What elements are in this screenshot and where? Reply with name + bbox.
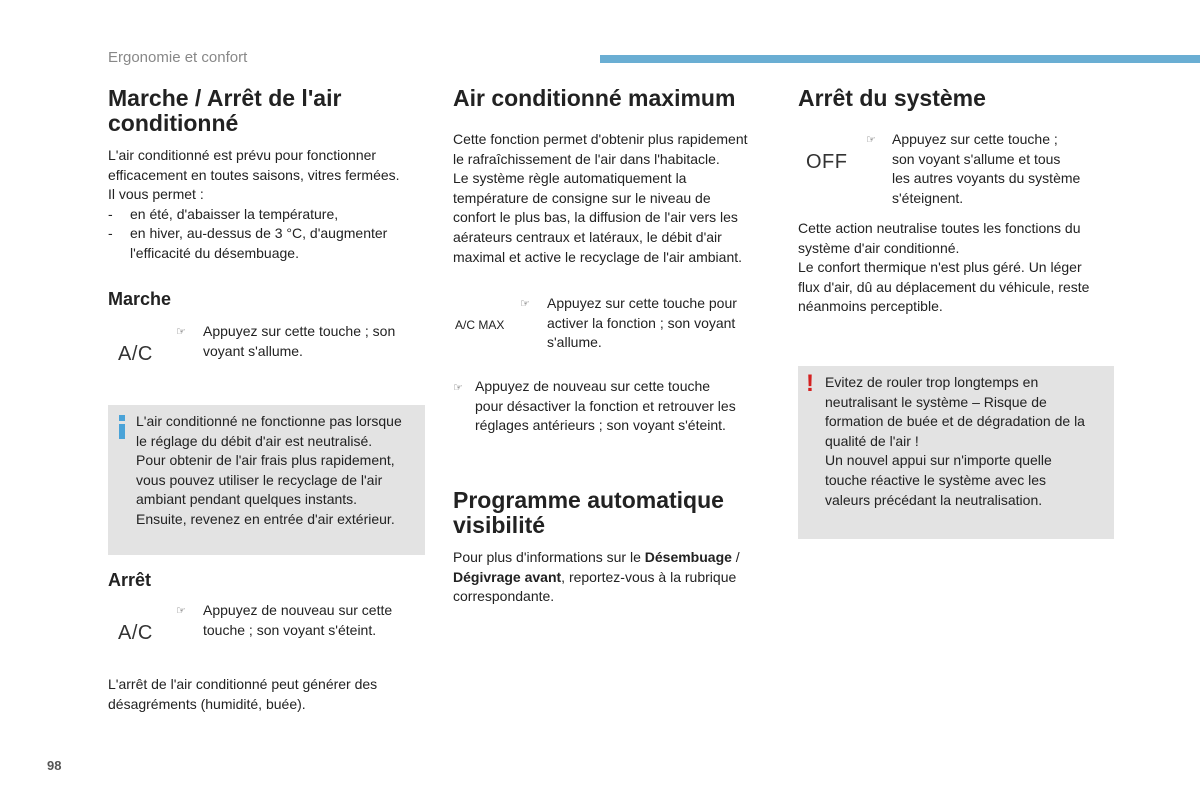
heading-marche: Marche [108, 289, 172, 309]
list-item: - en été, d'abaisser la température, [108, 205, 339, 222]
ac-max-paragraph: Cette fonction permet d'obtenir plus rapidement le rafraîchissement de l'air dans l'habitacle. Le système règle automatiquement la température de consigne sur le niveau de confort le plus bas, la diffusion de l'air vers les aérateurs centraux et latéraux, le débit d'air maximal et active le recyclage de l'air ambiant. [453, 131, 748, 265]
heading-arret: Arrêt [108, 570, 152, 590]
off-instruction: Appuyez sur cette touche ; son voyant s'allume et tous les autres voyants du système s'éteignent. [892, 131, 1081, 206]
pointing-hand-icon: ☞ [520, 298, 530, 310]
header-accent-bar [600, 55, 1200, 63]
list-item: - en hiver, au-dessus de 3 °C, d'augmenter l'efficacité du désembuage. [108, 225, 388, 261]
ac-button-icon: A/C [118, 343, 153, 365]
off-paragraph: Cette action neutralise toutes les fonctions du système d'air conditionné. Le confort thermique n'est plus géré. Un léger flux d'air, dû au déplacement du véhicule, reste néanmoins perceptible. [798, 220, 1090, 315]
pointing-hand-icon: ☞ [866, 134, 876, 146]
info-icon [117, 415, 127, 439]
pointing-hand-icon: ☞ [176, 326, 186, 338]
ac-max-instruction-on: Appuyez sur cette touche pour activer la fonction ; son voyant s'allume. [547, 295, 737, 351]
intro-paragraph: L'air conditionné est prévu pour fonctionner efficacement en toutes saisons, vitres fermées. Il vous permet : - en été, d'abaisser la température, - en hiver, au-dessus de 3 °C, d'augmenter l'efficacité du désembuage. [108, 146, 400, 264]
section-title: Ergonomie et confort [108, 49, 248, 66]
arret-note: L'arrêt de l'air conditionné peut générer des désagréments (humidité, buée). [108, 676, 378, 712]
arret-instruction: Appuyez de nouveau sur cette touche ; son voyant s'éteint. [203, 602, 393, 638]
heading-ac-max: Air conditionné maximum [453, 85, 736, 111]
programme-paragraph: Pour plus d'informations sur le Désembuage / Dégivrage avant, reportez-vous à la rubrique correspondante. [453, 549, 740, 605]
heading-arret-systeme: Arrêt du système [798, 85, 986, 111]
ac-button-icon: A/C [118, 622, 153, 644]
pointing-hand-icon: ☞ [176, 605, 186, 617]
marche-instruction: Appuyez sur cette touche ; son voyant s'allume. [203, 323, 396, 359]
pointing-hand-icon: ☞ [453, 382, 463, 394]
ac-max-button-icon: A/C MAX [455, 318, 505, 332]
warning-box-text: Evitez de rouler trop longtemps en neutralisant le système – Risque de formation de buée et de dégradation de la qualité de l'air ! Un nouvel appui sur n'importe quelle touche réactive le système avec les valeurs précédant la neutralisation. [825, 374, 1085, 508]
ac-max-instruction-off: Appuyez de nouveau sur cette touche pour désactiver la fonction et retrouver les réglages antérieurs ; son voyant s'éteint. [475, 378, 736, 434]
off-button-icon: OFF [806, 151, 848, 173]
info-box-text: L'air conditionné ne fonctionne pas lorsque le réglage du débit d'air est neutralisé. Pour obtenir de l'air frais plus rapidement, vous pouvez utiliser le recyclage de l'air ambiant pendant quelques instants. Ensuite, revenez en entrée d'air extérieur. [136, 413, 402, 527]
heading-programme-visibilite: Programme automatique visibilité [453, 487, 724, 538]
page-number: 98 [47, 758, 62, 773]
heading-marche-arret: Marche / Arrêt de l'air conditionné [108, 85, 342, 136]
warning-icon: ! [806, 370, 814, 397]
